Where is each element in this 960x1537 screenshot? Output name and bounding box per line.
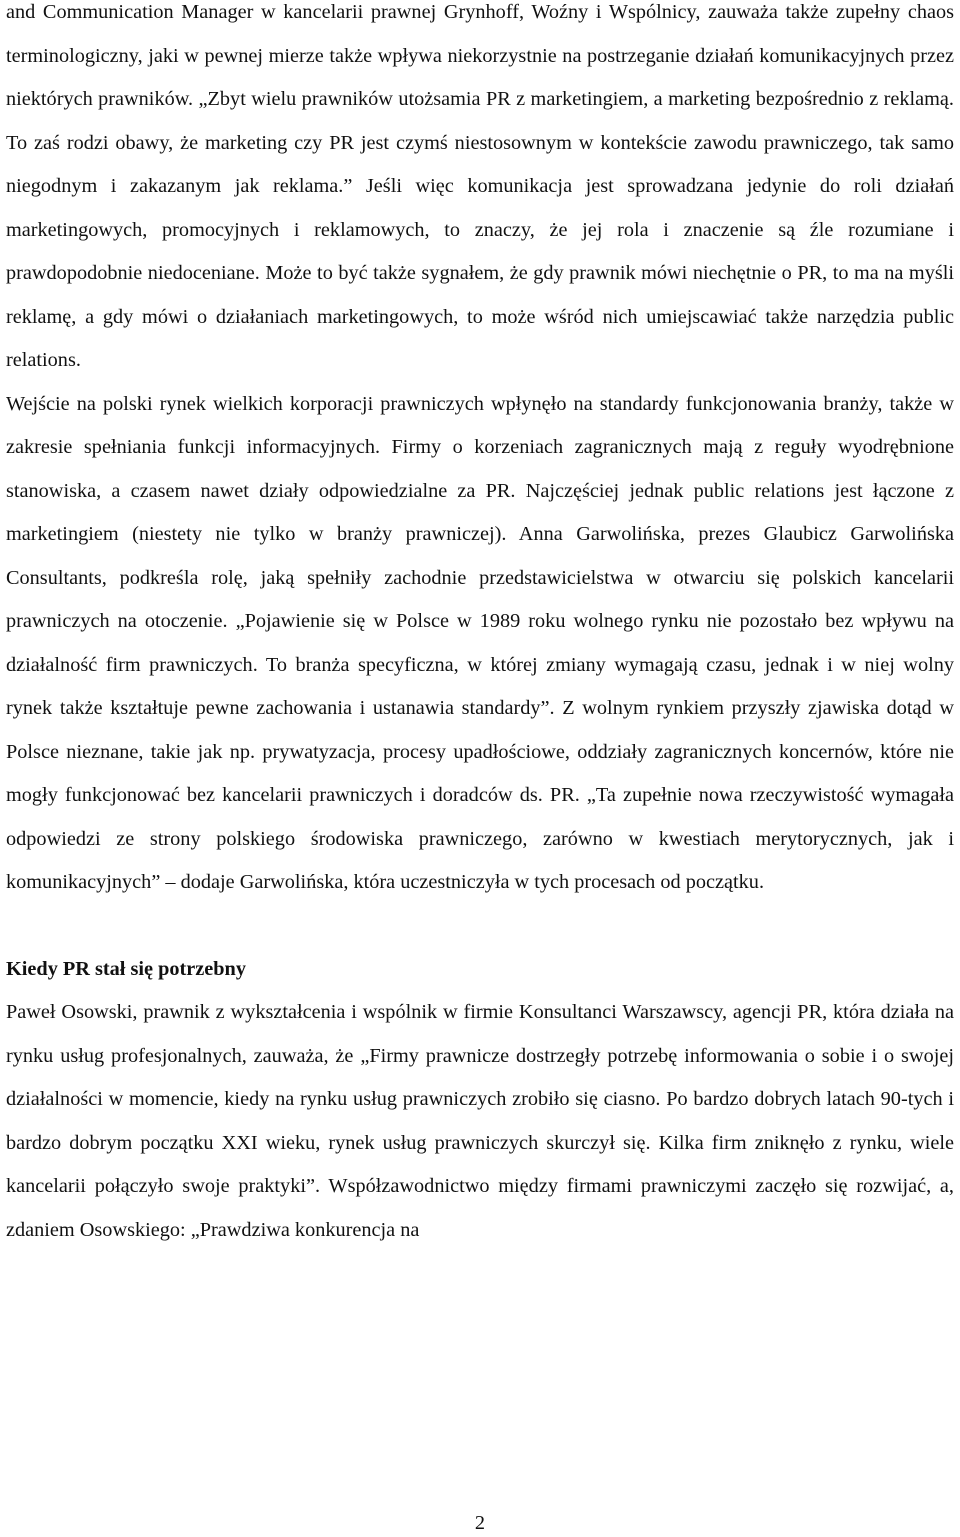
document-page [6, 0, 954, 1252]
body-paragraph: and Communication Manager w kancelarii prawnej Grynhoff, Woźny i Wspólnicy, zauważa także zupełny chaos terminologiczny, jaki w pewnej mierze także wpływa niekorzystnie na postrzeganie działań komunikacyjnych przez niektórych prawników. „Zbyt wielu prawników utożsamia PR z marketingiem, a marketing bezpośrednio z reklamą. To zaś rodzi obawy, że marketing czy PR jest czymś niestosownym w kontekście zawodu prawniczego, tak samo niegodnym i zakazanym jak reklama.” Jeśli więc komunikacja jest sprowadzana jedynie do roli działań marketingowych, promocyjnych i reklamowych, to znaczy, że jej rola i znaczenie są źle rozumiane i prawdopodobnie niedoceniane. Może to być także sygnałem, że gdy prawnik mówi niechętnie o PR, to ma na myśli reklamę, a gdy mówi o działaniach marketingowych, to może wśród nich umiejscawiać także narzędzia public relations. [6, 1, 954, 371]
body-paragraph: Wejście na polski rynek wielkich korporacji prawniczych wpłynęło na standardy funkcjonowania branży, także w zakresie spełniania funkcji informacyjnych. Firmy o korzeniach zagranicznych mają z reguły wyodrębnione stanowiska, a czasem nawet działy odpowiedzialne za PR. Najczęściej jednak public relations jest łączone z marketingiem (niestety nie tylko w branży prawniczej). Anna Garwolińska, prezes Glaubicz Garwolińska Consultants, podkreśla rolę, jaką spełniły zachodnie przedstawicielstwa w otwarciu się polskich kancelarii prawniczych na otoczenie. „Pojawienie się w Polsce w 1989 roku wolnego rynku nie pozostało bez wpływu na działalność firm prawniczych. To branża specyficzna, w której zmiany wymagają czasu, jednak i w niej wolny rynek także kształtuje pewne zachowania i ustanawia standardy”. Z wolnym rynkiem przyszły zjawiska dotąd w Polsce nieznane, takie jak np. prywatyzacja, procesy upadłościowe, oddziały zagranicznych koncernów, które nie mogły funkcjonować bez kancelarii prawniczych i doradców ds. PR. „Ta zupełnie nowa rzeczywistość wymagała odpowiedzi ze strony polskiego środowiska prawniczego, zarówno w kwestiach merytorycznych, jak i komunikacyjnych” – dodaje Garwolińska, która uczestniczyła w tych procesach od początku. [6, 392, 954, 893]
body-paragraph: Paweł Osowski, prawnik z wykształcenia i wspólnik w firmie Konsultanci Warszawscy, agencji PR, która działa na rynku usług profesjonalnych, zauważa, że „Firmy prawnicze dostrzegły potrzebę informowania o sobie i o swojej działalności w momencie, kiedy na rynku usług prawniczych zrobiło się ciasno. Po bardzo dobrych latach 90-tych i bardzo dobrym początku XXI wieku, rynek usług prawniczych skurczył się. Kilka firm zniknęło z rynku, wiele kancelarii połączyło swoje praktyki”. Współzawodnictwo między firmami prawniczymi zaczęło się rozwijać, a, zdaniem Osowskiego: „Prawdziwa konkurencja na [6, 1001, 954, 1241]
page-number: 2 [474, 1512, 486, 1534]
section-heading: Kiedy PR stał się potrzebny [6, 957, 246, 980]
